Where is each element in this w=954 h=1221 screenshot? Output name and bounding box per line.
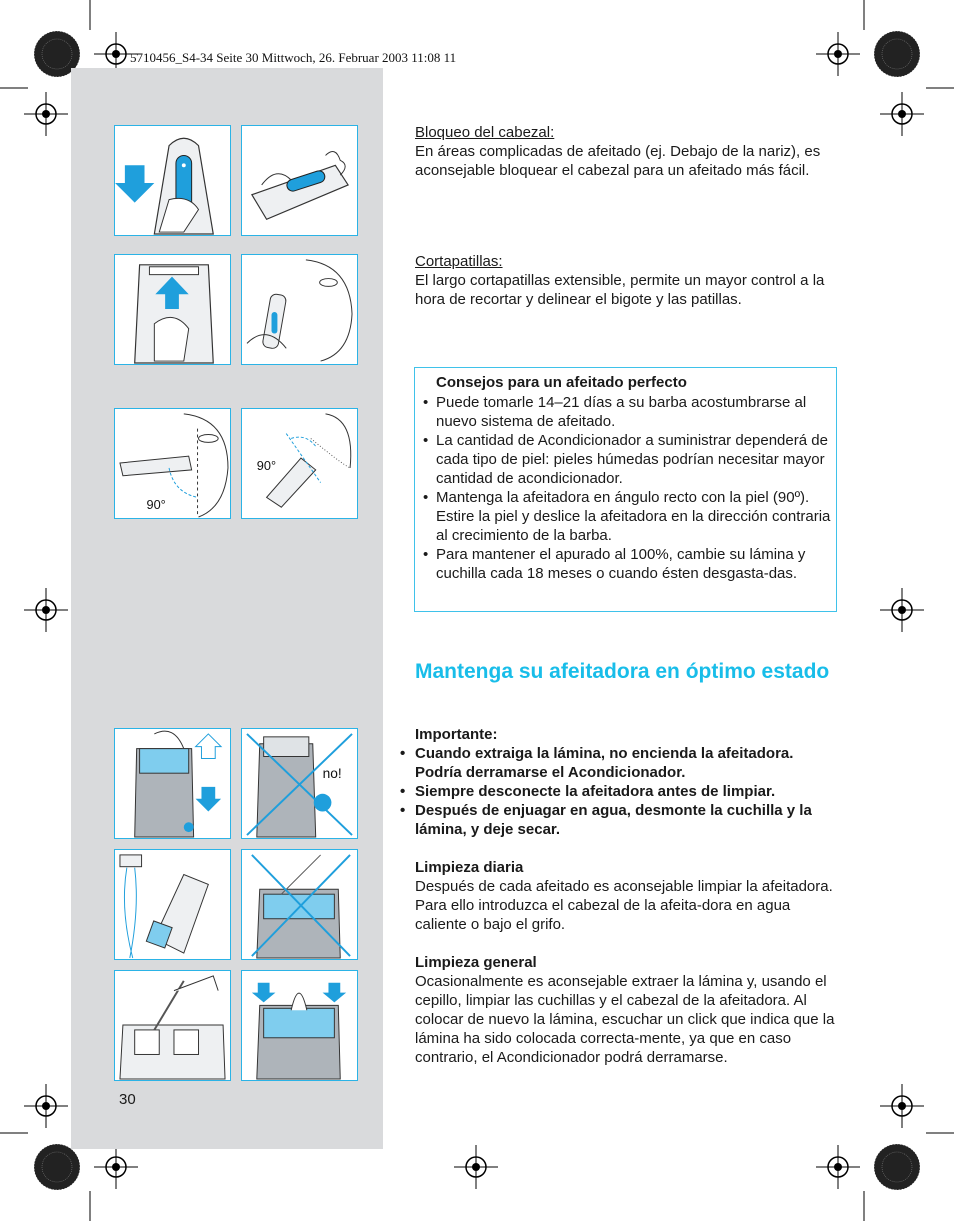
daily-title: Limpieza diaria (415, 859, 524, 876)
figure-no-brush-foil (241, 849, 358, 960)
figure-trimmer-extend (114, 254, 231, 365)
figure-lock-face (241, 125, 358, 236)
figure-no-switch (241, 728, 358, 839)
star-target-icon (34, 1144, 80, 1190)
angle-label: 90° (146, 497, 166, 513)
page-number: 30 (119, 1091, 136, 1108)
no-label: no! (322, 766, 342, 782)
figure-rinse (114, 849, 231, 960)
care-title: Mantenga su afeitadora en óptimo estado (415, 660, 830, 683)
lock-section (415, 123, 840, 180)
list-item: • Para mantener el apurado al 100%, cambie su lámina y cuchilla cada 18 meses o cuando ésten desgasta-das. (421, 545, 831, 583)
figure-angle-face-right (241, 408, 358, 519)
list-item: • Después de enjuagar en agua, desmonte la cuchilla y la lámina, y deje secar. (415, 801, 840, 839)
trimmer-body: El largo cortapatillas extensible, permite un mayor control a la hora de recortar y delinear el bigote y las patillas. (415, 272, 825, 308)
list-item: • La cantidad de Acondicionador a suministrar dependerá de cada tipo de piel: pieles húmedas podrían necesitar mayor cantidad de acondicionador. (421, 431, 831, 488)
star-target-icon (874, 31, 920, 77)
lock-body: En áreas complicadas de afeitado (ej. Debajo de la nariz), es aconsejable bloquear el cabezal para un afeitado más fácil. (415, 143, 821, 179)
general-title: Limpieza general (415, 954, 537, 971)
general-body: Ocasionalmente es aconsejable extraer la lámina y, usando el cepillo, limpiar las cuchillas y el cabezal de la afeitadora. Al colocar de nuevo la lámina, escuchar un click que indica que la lámina ha sido colocada correcta-mente, ya que en caso contrario, el Acondicionador podrá derramarse. (415, 973, 835, 1066)
figure-brush-cutters (114, 970, 231, 1081)
angle-label: 90° (256, 457, 277, 473)
figure-remove-foil (114, 728, 231, 839)
tips-title: Consejos para un afeitado perfecto (436, 374, 687, 391)
figure-replace-foil (241, 970, 358, 1081)
print-header: 5710456_S4-34 Seite 30 Mittwoch, 26. Februar 2003 11:08 11 (130, 50, 457, 65)
daily-body: Después de cada afeitado es aconsejable limpiar la afeitadora. Para ello introduzca el cabezal de la afeita-dora en agua caliente o bajo el grifo. (415, 878, 833, 933)
trimmer-title: Cortapatillas: (415, 253, 503, 270)
trimmer-section (415, 252, 840, 309)
figure-trimmer-face (241, 254, 358, 365)
list-item: • Puede tomarle 14–21 días a su barba acostumbrarse al nuevo sistema de afeitado. (421, 393, 831, 431)
tips-list (421, 393, 831, 583)
care-section (415, 725, 840, 1067)
lock-title: Bloqueo del cabezal: (415, 124, 555, 141)
tips-box (414, 367, 837, 612)
list-item: • Mantenga la afeitadora en ángulo recto con la piel (90º). Estire la piel y deslice la afeitadora en la dirección contraria al crecimiento de la barba. (421, 488, 831, 545)
list-item: • Siempre desconecte la afeitadora antes de limpiar. (415, 782, 840, 801)
star-target-icon (874, 1144, 920, 1190)
important-list (415, 744, 840, 839)
important-label: Importante: (415, 726, 498, 743)
figure-lock-shaver (114, 125, 231, 236)
figure-angle-face-left (114, 408, 231, 519)
list-item: • Cuando extraiga la lámina, no encienda la afeitadora. Podría derramarse el Acondicionador. (415, 744, 840, 782)
